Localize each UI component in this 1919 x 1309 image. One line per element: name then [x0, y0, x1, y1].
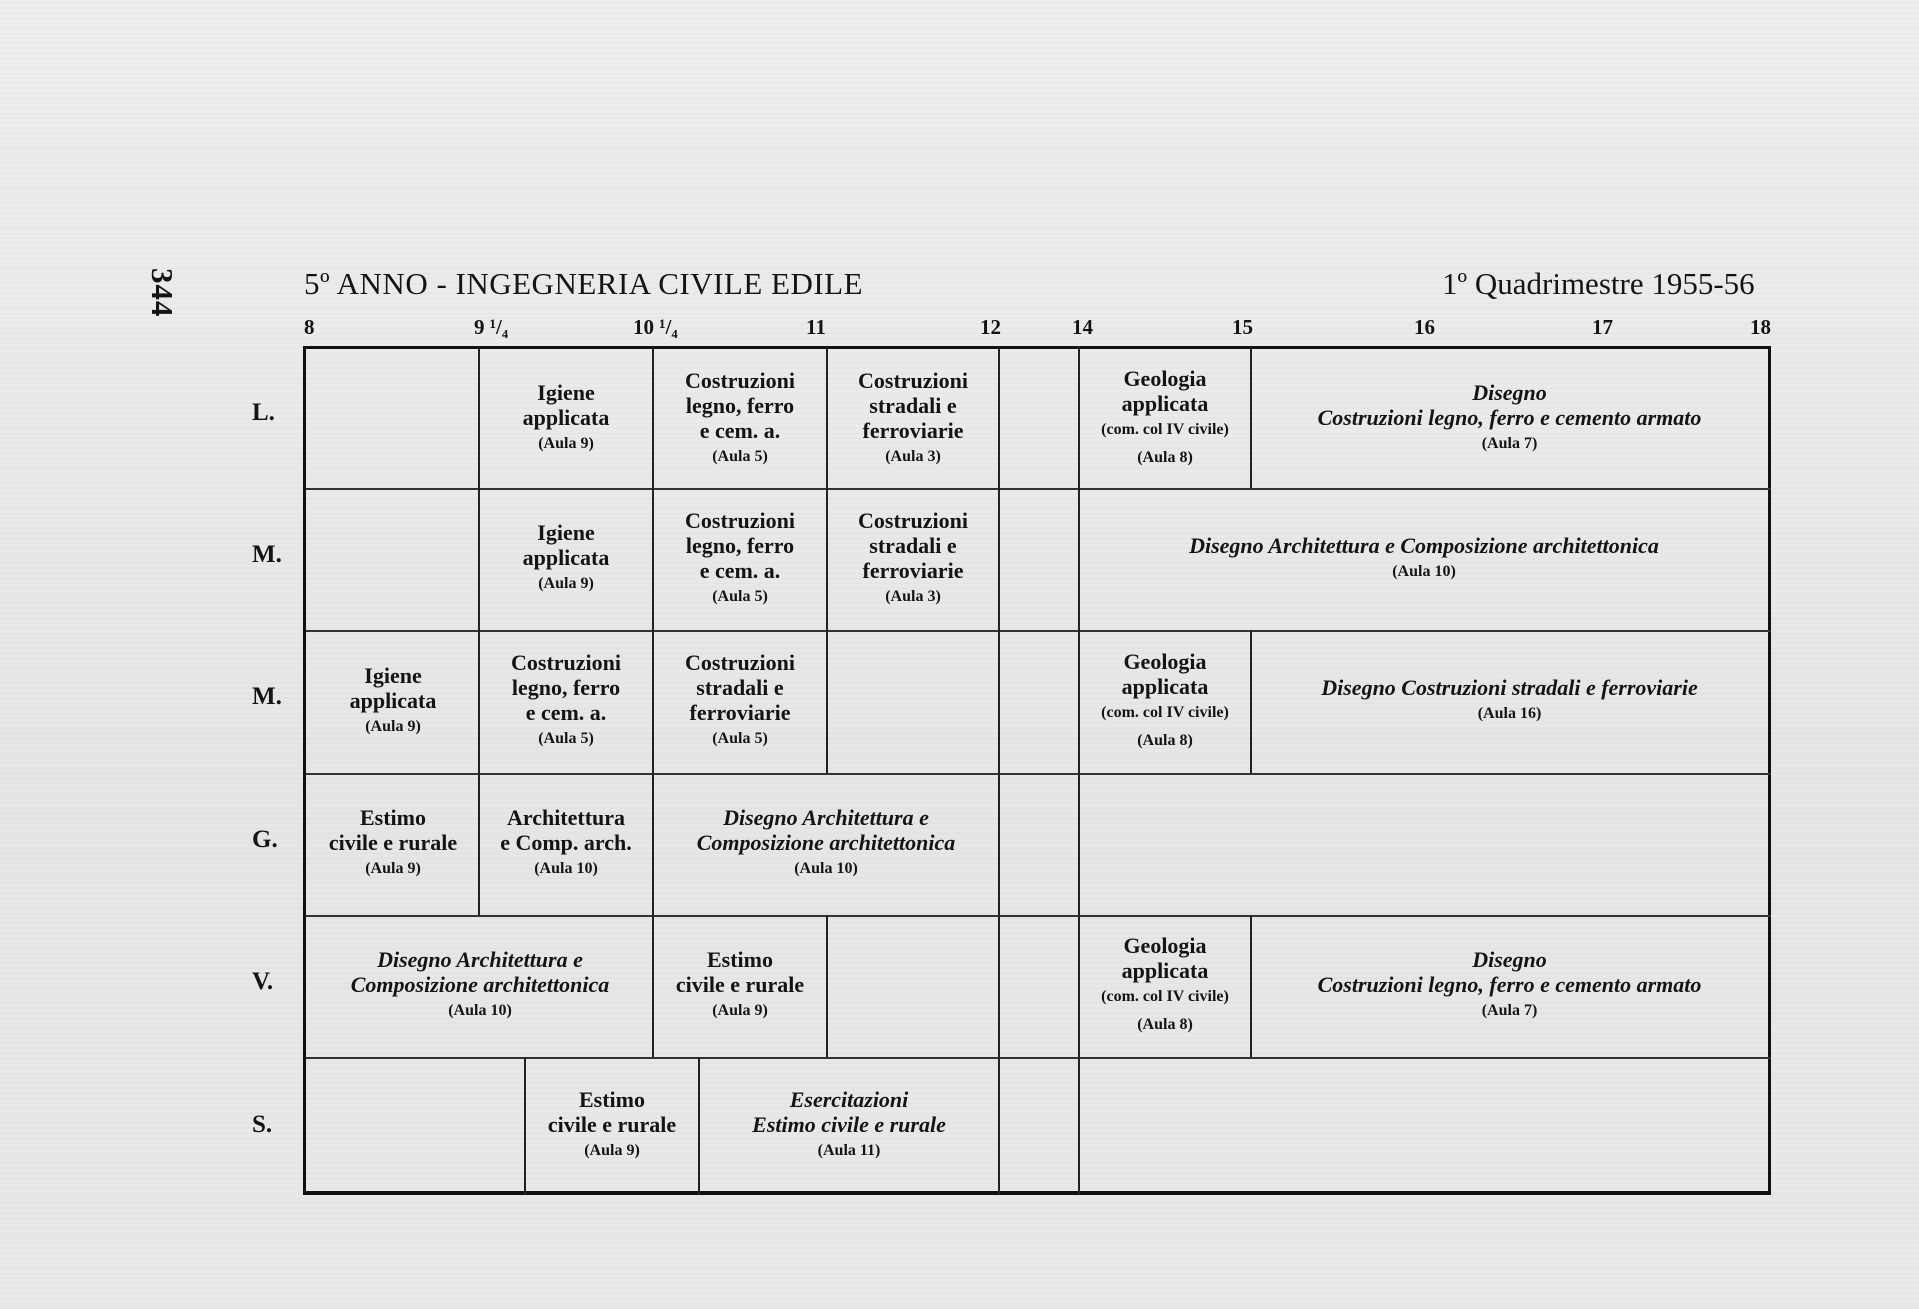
- lesson-cell: Igiene applicata (Aula 9): [522, 520, 610, 592]
- hour-tick: 11: [806, 315, 826, 339]
- page-number: 344: [145, 268, 180, 318]
- lesson-cell: Estimo civile e rurale (Aula 9): [328, 805, 458, 877]
- day-label-monday: L.: [252, 399, 275, 426]
- cell-divider: [826, 915, 828, 1057]
- day-label-tuesday: M.: [252, 541, 282, 568]
- cell-divider: [998, 773, 1000, 915]
- afternoon-divider: [1078, 346, 1080, 1195]
- lesson-cell: Esercitazioni Estimo civile e rurale (Aula 11): [752, 1087, 946, 1159]
- semester-label: 1º Quadrimestre 1955-56: [1442, 266, 1755, 301]
- hour-tick: 18: [1750, 315, 1771, 339]
- lesson-cell: Costruzioni legno, ferro e cem. a. (Aula 5): [685, 367, 795, 465]
- lesson-cell: Disegno Architettura e Composizione architettonica (Aula 10): [696, 805, 956, 877]
- lesson-cell: Costruzioni stradali e ferroviarie (Aula 5): [685, 650, 795, 747]
- cell-divider: [998, 349, 1000, 488]
- lesson-cell: Disegno Architettura e Composizione architettonica (Aula 10): [350, 947, 610, 1019]
- lesson-cell: Architettura e Comp. arch. (Aula 10): [500, 805, 632, 877]
- lesson-cell: Disegno Costruzioni legno, ferro e cemento armato (Aula 7): [1317, 380, 1702, 452]
- lesson-cell: Disegno Costruzioni legno, ferro e cemento armato (Aula 7): [1317, 947, 1702, 1019]
- day-label-thursday: G.: [252, 826, 278, 853]
- lesson-cell: Disegno Costruzioni stradali e ferroviarie (Aula 16): [1321, 675, 1698, 722]
- cell-divider: [998, 1057, 1000, 1195]
- lesson-cell: Disegno Architettura e Composizione architettonica (Aula 10): [1189, 532, 1659, 580]
- hour-tick: 10 ¹/₄: [633, 315, 678, 339]
- lesson-cell: Geologia applicata (com. col IV civile) (Aula 8): [1101, 933, 1229, 1033]
- hour-tick: 17: [1592, 315, 1613, 339]
- lesson-cell: Costruzioni stradali e ferroviarie (Aula 3): [858, 507, 968, 605]
- cell-divider: [826, 630, 828, 773]
- lesson-cell: Igiene applicata (Aula 9): [349, 662, 437, 735]
- cell-divider: [998, 630, 1000, 773]
- cell-divider: [998, 915, 1000, 1057]
- day-label-wednesday: M.: [252, 683, 282, 710]
- hour-tick: 12: [980, 315, 1001, 339]
- day-label-saturday: S.: [252, 1111, 273, 1138]
- hour-tick: 15: [1232, 315, 1253, 339]
- hour-tick: 8: [304, 315, 315, 339]
- lesson-cell: Costruzioni stradali e ferroviarie (Aula 3): [858, 367, 968, 465]
- lesson-cell: Costruzioni legno, ferro e cem. a. (Aula 5): [685, 507, 795, 605]
- lesson-cell: Geologia applicata (com. col IV civile) (Aula 8): [1101, 648, 1229, 749]
- hour-tick: 9 ¹/₄: [474, 315, 509, 339]
- hour-tick: 14: [1072, 315, 1093, 339]
- lesson-cell: Estimo civile e rurale (Aula 9): [547, 1087, 677, 1159]
- lesson-cell: Estimo civile e rurale (Aula 9): [675, 947, 805, 1019]
- lesson-cell: Geologia applicata (com. col IV civile) (Aula 8): [1101, 366, 1229, 466]
- day-label-friday: V.: [252, 968, 274, 995]
- lesson-cell: Igiene applicata (Aula 9): [522, 380, 610, 452]
- lesson-cell: Costruzioni legno, ferro e cem. a. (Aula 5): [511, 650, 621, 747]
- timetable-title: 5º ANNO - INGEGNERIA CIVILE EDILE: [304, 266, 864, 301]
- hour-tick: 16: [1414, 315, 1435, 339]
- cell-divider: [998, 488, 1000, 630]
